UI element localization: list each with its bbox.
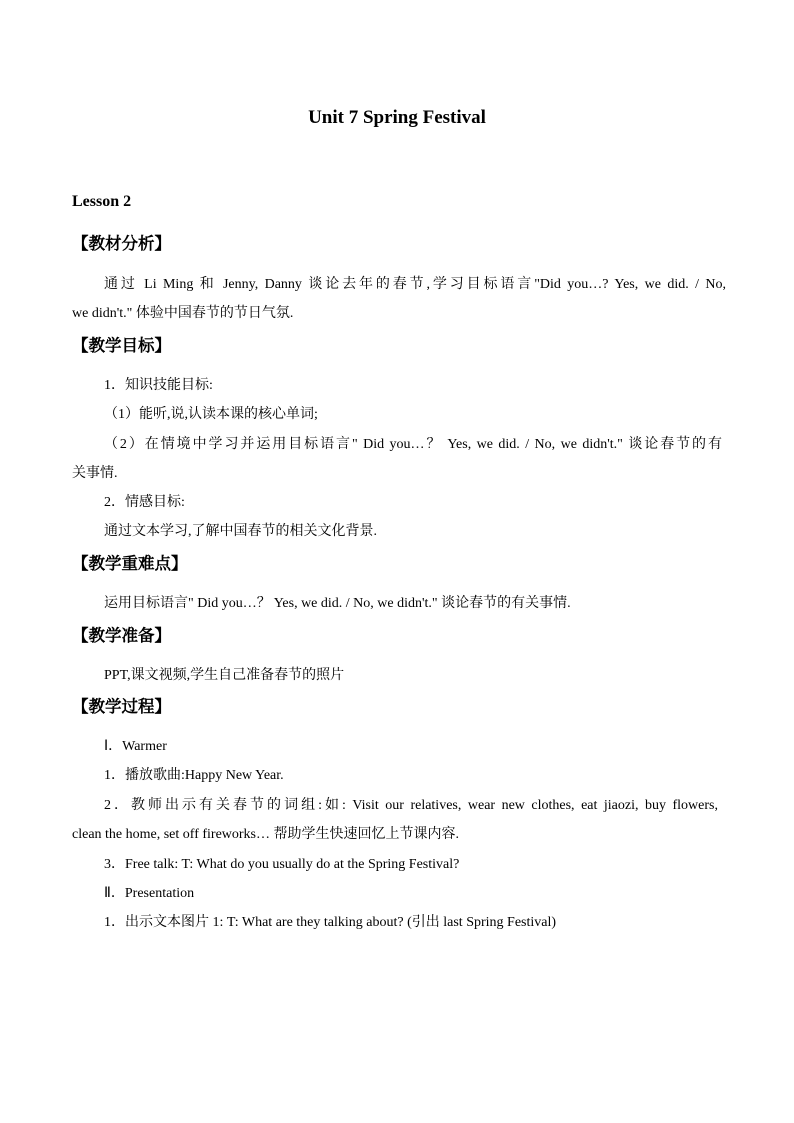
process-line-6: Ⅱ．Presentation: [104, 886, 195, 901]
objectives-line-6: 通过文本学习,了解中国春节的相关文化背景.: [104, 524, 377, 539]
objectives-line-2: （1）能听,说,认读本课的核心单词;: [104, 407, 318, 422]
objectives-line-5: 2．情感目标:: [104, 495, 185, 510]
process-line-2: 1．播放歌曲:Happy New Year.: [104, 768, 284, 783]
process-line-7: 1．出示文本图片 1: T: What are they talking about? (引出 last Spring Festival): [104, 915, 557, 930]
section-heading-analysis: 【教材分析】: [72, 234, 171, 253]
process-line-1: Ⅰ．Warmer: [104, 739, 167, 754]
analysis-line-1: 通过 Li Ming 和 Jenny, Danny 谈论去年的春节,学习目标语言"Did you…? Yes, we did. / No,: [104, 277, 726, 292]
objectives-line-4: 关事情.: [72, 466, 118, 481]
preparation-line-1: PPT,课文视频,学生自己准备春节的照片: [104, 668, 345, 683]
analysis-line-2: we didn't." 体验中国春节的节日气氛.: [72, 306, 294, 321]
lesson-label: Lesson 2: [72, 193, 132, 210]
document-title: Unit 7 Spring Festival: [308, 107, 486, 128]
section-heading-process: 【教学过程】: [72, 697, 171, 716]
process-line-5: 3．Free talk: T: What do you usually do at the Spring Festival?: [104, 857, 460, 872]
section-heading-objectives: 【教学目标】: [72, 336, 171, 355]
section-heading-key-points: 【教学重难点】: [72, 554, 188, 573]
key-points-line-1: 运用目标语言" Did you…？ Yes, we did. / No, we didn't." 谈论春节的有关事情.: [104, 596, 571, 611]
objectives-line-3: （2）在情境中学习并运用目标语言" Did you…？ Yes, we did. / No, we didn't." 谈论春节的有: [104, 437, 722, 452]
objectives-line-1: 1．知识技能目标:: [104, 378, 213, 393]
section-heading-preparation: 【教学准备】: [72, 626, 171, 645]
process-line-3: 2．教师出示有关春节的词组:如: Visit our relatives, wear new clothes, eat jiaozi, buy flowers,: [104, 798, 718, 813]
process-line-4: clean the home, set off fireworks… 帮助学生快速回忆上节课内容.: [72, 827, 460, 842]
